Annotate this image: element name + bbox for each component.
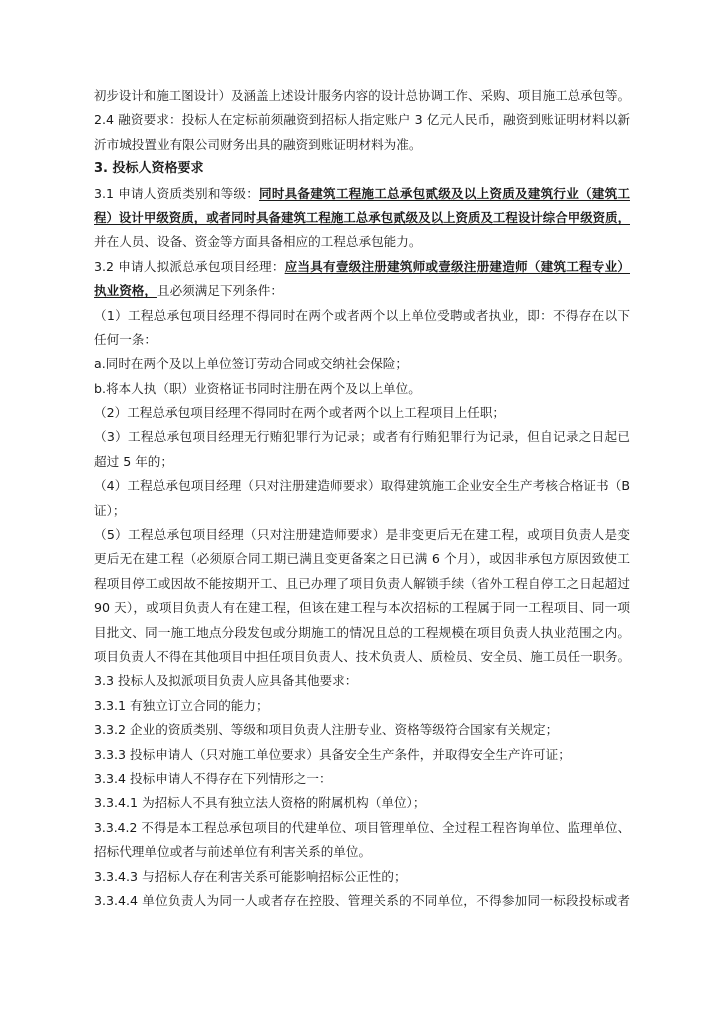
text-line: 超过 5 年的； bbox=[94, 453, 173, 469]
text-line: 2.4 融资要求：投标人在定标前须融资到招标人指定账户 3 亿元人民币，融资到账证明材料以新 bbox=[94, 112, 630, 128]
text-line bbox=[94, 279, 630, 303]
text-line: （3）工程总承包项目经理无行贿犯罪行为记录；或者有行贿犯罪行为记录，但自记录之日起已 bbox=[94, 429, 630, 445]
list-item: a.同时在两个及以上单位签订劳动合同或交纳社会保险； bbox=[94, 356, 408, 372]
list-item: b.将本人执（职）业资格证书同时注册在两个及以上单位。 bbox=[94, 380, 421, 396]
text-line: 3.3.2 企业的资质类别、等级和项目负责人注册专业、资格等级符合国家有关规定； bbox=[94, 722, 559, 738]
text-line: 任何一条： bbox=[94, 331, 157, 347]
plain-text: 且必须满足下列条件： bbox=[156, 283, 283, 299]
text-line: 证）； bbox=[94, 502, 126, 518]
text-line: 更后无在建工程（必须原合同工期已满且变更备案之日已满 6 个月），或因非承包方原因致使工 bbox=[94, 551, 630, 567]
emphasis-text: 同时具备建筑工程施工总承包贰级及以上资质及建筑行业（建筑工 bbox=[259, 185, 630, 201]
emphasis-text: 应当具有壹级注册建筑师或壹级注册建造师（建筑工程专业） bbox=[284, 258, 630, 274]
text-line: 3.3.3 投标申请人（只对施工单位要求）具备安全生产条件，并取得安全生产许可证； bbox=[94, 746, 571, 762]
text-line: 3.3 投标人及拟派项目负责人应具备其他要求： bbox=[94, 673, 358, 689]
text-line: 90 天），或项目负责人有在建工程，但该在建工程与本次招标的工程属于同一工程项目、同一项 bbox=[94, 600, 630, 616]
text-line: 目批文、同一施工地点分段发包或分期施工的情况且总的工程规模在项目负责人执业范围之内。 bbox=[94, 624, 630, 640]
text-line: 3.3.4.3 与招标人存在利害关系可能影响招标公正性的； bbox=[94, 868, 407, 884]
text-line: 3.3.4.1 为招标人不具有独立法人资格的附属机构（单位）； bbox=[94, 795, 426, 811]
text-line: 3.3.1 有独立订立合同的能力； bbox=[94, 697, 269, 713]
text-line: 3.3.4.4 单位负责人为同一人或者存在控股、管理关系的不同单位，不得参加同一标段投标或者 bbox=[94, 892, 630, 908]
text-line: 3.3.4.2 不得是本工程总承包项目的代建单位、项目管理单位、全过程工程咨询单位、监理单位、 bbox=[94, 819, 630, 835]
text-line: 初步设计和施工图设计）及涵盖上述设计服务内容的设计总协调工作、采购、项目施工总承包等。 bbox=[94, 88, 630, 103]
text-line: 并在人员、设备、资金等方面具备相应的工程总承包能力。 bbox=[94, 234, 422, 250]
clause-label: 3.2 申请人拟派总承包项目经理： bbox=[94, 258, 285, 274]
text-line: 项目负责人不得在其他项目中担任项目负责人、技术负责人、质检员、安全员、施工员任一职务。 bbox=[94, 648, 630, 664]
emphasis-text: 执业资格， bbox=[94, 283, 157, 299]
text-line: （1）工程总承包项目经理不得同时在两个或者两个以上单位受聘或者执业，即：不得存在以下 bbox=[94, 307, 630, 323]
text-line: 招标代理单位或者与前述单位有利害关系的单位。 bbox=[94, 844, 372, 860]
section-heading: 3. 投标人资格要求 bbox=[94, 161, 204, 177]
emphasis-line: 程）设计甲级资质，或者同时具备建筑工程施工总承包贰级及以上资质及工程设计综合甲级资质， bbox=[94, 209, 630, 225]
text-line bbox=[94, 182, 630, 206]
text-line: 3.3.4 投标申请人不得存在下列情形之一： bbox=[94, 770, 332, 786]
text-line: （5）工程总承包项目经理（只对注册建造师要求）是非变更后无在建工程，或项目负责人是变 bbox=[94, 527, 630, 543]
text-line: （2）工程总承包项目经理不得同时在两个或者两个以上工程项目上任职； bbox=[94, 405, 506, 421]
text-line bbox=[94, 255, 630, 279]
clause-label: 3.1 申请人资质类别和等级： bbox=[94, 185, 260, 201]
text-line: 程项目停工或因故不能按期开工、且已办理了项目负责人解锁手续（省外工程自停工之日起超过 bbox=[94, 575, 630, 591]
text-line: （4）工程总承包项目经理（只对注册建造师要求）取得建筑施工企业安全生产考核合格证书（B bbox=[94, 478, 630, 494]
text-line: 沂市城投置业有限公司财务出具的融资到账证明材料为准。 bbox=[94, 136, 422, 152]
